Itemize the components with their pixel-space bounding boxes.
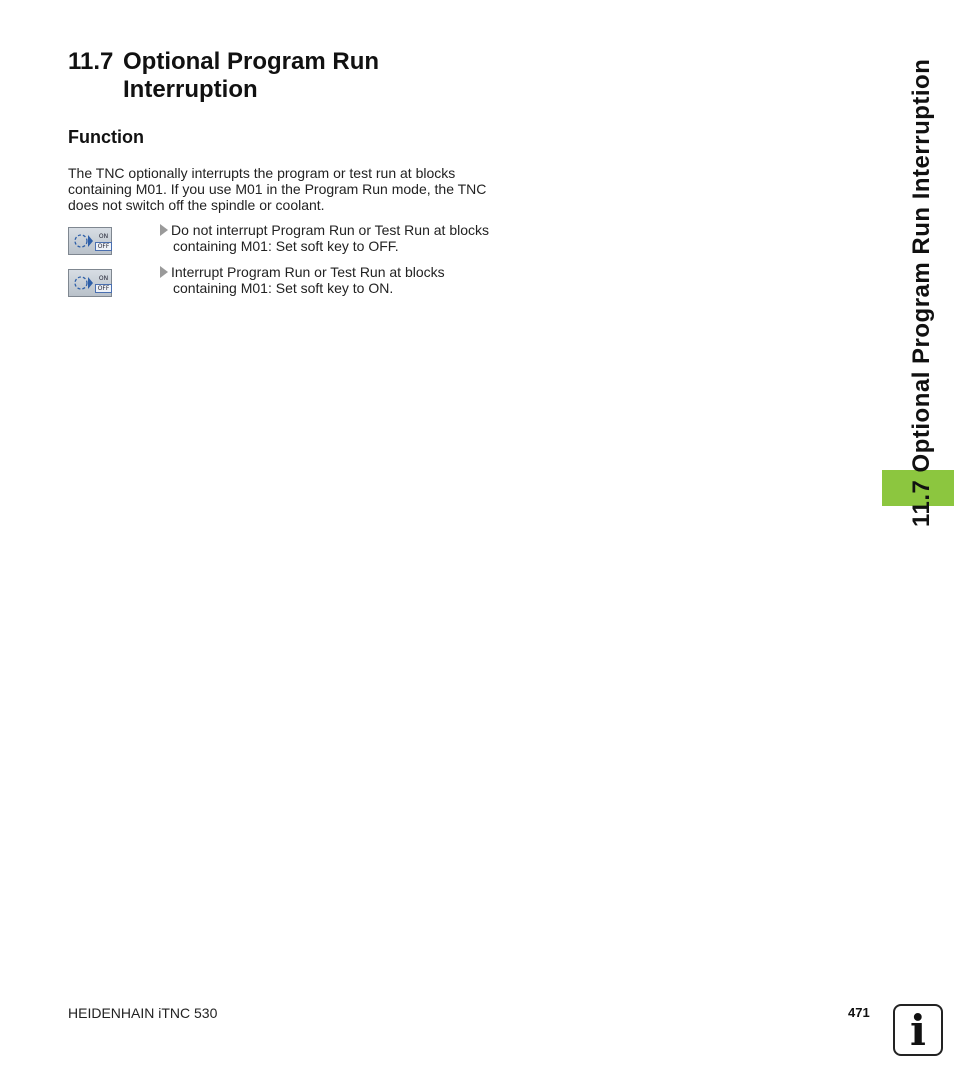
softkey-off-label: OFF bbox=[95, 284, 112, 293]
section-title-line1: Optional Program Run bbox=[123, 48, 380, 75]
footer-product-name: HEIDENHAIN iTNC 530 bbox=[68, 1005, 218, 1021]
softkey-description-1-line1: Do not interrupt Program Run or Test Run at blocks bbox=[171, 222, 490, 238]
program-run-softkey-icon bbox=[69, 228, 95, 254]
section-title bbox=[68, 48, 379, 104]
m01-softkey-on[interactable] bbox=[68, 269, 112, 297]
softkey-description-1-line2: containing M01: Set soft key to OFF. bbox=[173, 238, 399, 254]
softkey-off-label: OFF bbox=[95, 242, 112, 251]
softkey-description-2-line1: Interrupt Program Run or Test Run at blocks bbox=[171, 264, 445, 280]
softkey-description-1 bbox=[160, 222, 520, 254]
m01-softkey-off[interactable] bbox=[68, 227, 112, 255]
section-title-line2: Interruption bbox=[123, 76, 258, 103]
softkey-description-2-line2: containing M01: Set soft key to ON. bbox=[173, 280, 394, 296]
subheading-function: Function bbox=[68, 127, 144, 147]
page-number: 471 bbox=[848, 1005, 870, 1020]
softkey-description-2 bbox=[160, 264, 520, 296]
info-glyph: i bbox=[910, 1006, 926, 1055]
program-run-softkey-icon bbox=[69, 270, 95, 296]
bullet-triangle-icon bbox=[160, 266, 168, 278]
section-number: 11.7 bbox=[68, 48, 114, 75]
info-icon bbox=[893, 1004, 943, 1056]
softkey-on-label: ON bbox=[98, 233, 109, 240]
softkey-on-label: ON bbox=[98, 275, 109, 282]
intro-paragraph: The TNC optionally interrupts the program or test run at blocks containing M01. If you use M01 in the Program Run mode, the TNC does not switch off the spindle or coolant. bbox=[68, 165, 487, 213]
side-running-title: 11.7 Optional Program Run Interruption bbox=[908, 58, 935, 527]
bullet-triangle-icon bbox=[160, 224, 168, 236]
